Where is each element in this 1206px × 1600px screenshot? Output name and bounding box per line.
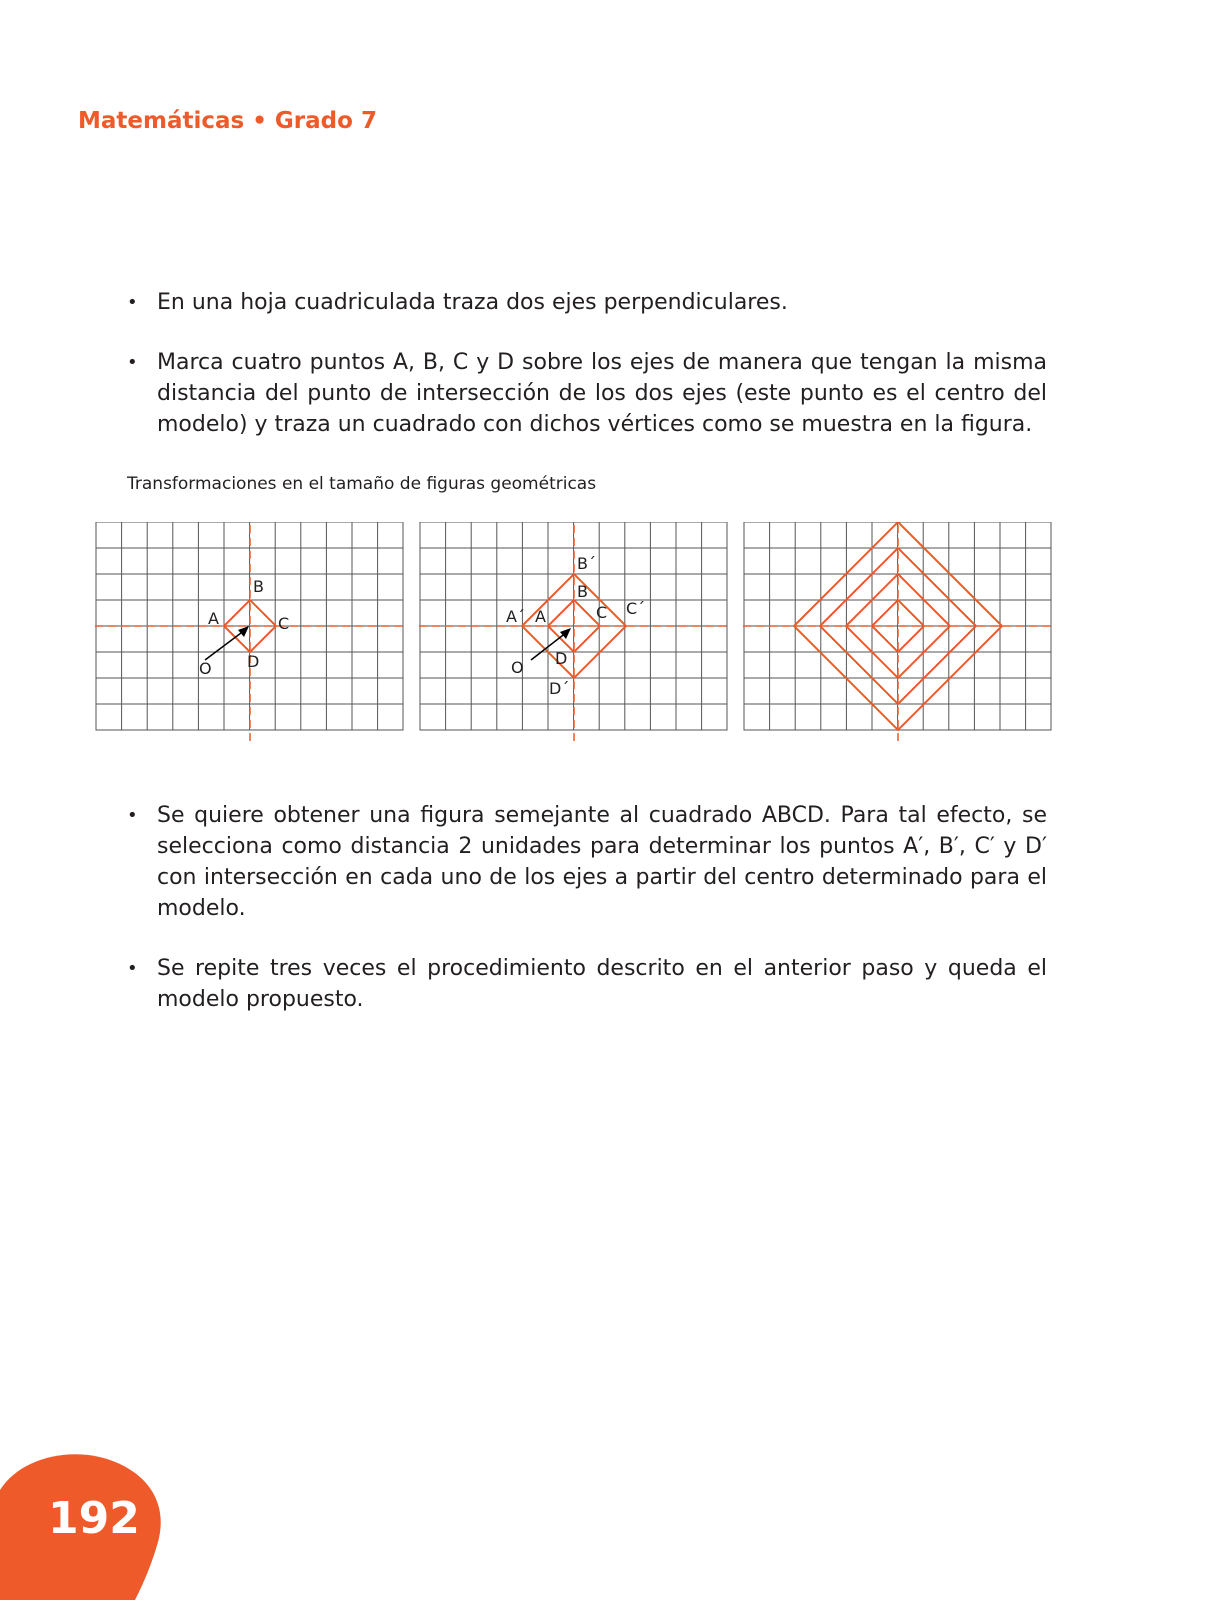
instructions-top bbox=[127, 287, 1047, 440]
label-c-prime: C´ bbox=[626, 599, 646, 618]
label-a-prime: A´ bbox=[506, 607, 525, 626]
page-number: 192 bbox=[48, 1493, 140, 1544]
label-d-prime: D´ bbox=[549, 679, 570, 698]
arrow-head-icon bbox=[560, 628, 571, 639]
instruction-text: En una hoja cuadriculada traza dos ejes perpendiculares. bbox=[157, 290, 788, 315]
label-a: A bbox=[208, 609, 219, 628]
arrow-line bbox=[205, 630, 245, 660]
label-d: D bbox=[247, 652, 260, 671]
label-b: B bbox=[577, 582, 588, 601]
list-item bbox=[127, 347, 1047, 440]
figures-row bbox=[95, 522, 1075, 762]
label-b: B bbox=[253, 577, 264, 596]
label-c: C bbox=[596, 603, 608, 622]
figure-caption: Transformaciones en el tamaño de figuras geométricas bbox=[127, 474, 597, 494]
instruction-text: Se repite tres veces el procedimiento descrito en el anterior paso y queda el modelo propuesto. bbox=[157, 956, 1047, 1012]
list-item bbox=[127, 800, 1047, 924]
label-a: A bbox=[535, 607, 546, 626]
instructions-bottom bbox=[127, 800, 1047, 1015]
figure-nested-squares bbox=[743, 522, 1053, 762]
instruction-text: Marca cuatro puntos A, B, C y D sobre los ejes de manera que tengan la misma distancia del punto de intersección de los dos ejes (este punto es el centro del modelo) y traza un cuadrado con dichos vértices como se muestra en la figura. bbox=[157, 350, 1047, 437]
label-o: O bbox=[511, 658, 524, 677]
list-item bbox=[127, 953, 1047, 1015]
bullet-icon: • bbox=[127, 292, 138, 313]
list-item bbox=[127, 287, 1047, 318]
label-c: C bbox=[278, 614, 290, 633]
label-b-prime: B´ bbox=[577, 554, 596, 573]
bullet-icon: • bbox=[127, 958, 138, 979]
figure-squares-abcd-prime bbox=[419, 522, 729, 762]
page-header: Matemáticas • Grado 7 bbox=[78, 108, 377, 134]
arrow-head-icon bbox=[238, 626, 249, 637]
bullet-icon: • bbox=[127, 352, 138, 373]
label-o: O bbox=[199, 659, 212, 678]
bullet-icon: • bbox=[127, 805, 138, 826]
figure-square-abcd bbox=[95, 522, 405, 762]
label-d: D bbox=[555, 649, 568, 668]
instruction-text: Se quiere obtener una figura semejante al cuadrado ABCD. Para tal efecto, se selecciona como distancia 2 unidades para determinar los puntos A′, B′, C′ y D′ con intersección en cada uno de los ejes a partir del centro determinado para el modelo. bbox=[157, 803, 1047, 921]
